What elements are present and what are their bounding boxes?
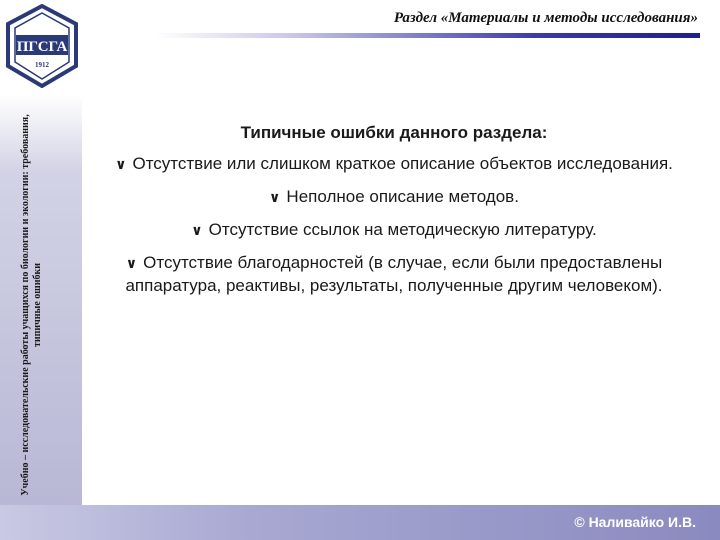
header-gradient-bar — [155, 33, 700, 38]
section-title: Раздел «Материалы и методы исследования» — [393, 10, 698, 26]
list-item-text: Отсутствие ссылок на методическую литературу. — [208, 220, 597, 239]
logo-text: ПГСГА — [16, 39, 68, 55]
checkmark-bullet-icon: ∨ — [269, 190, 281, 206]
list-item — [108, 252, 680, 296]
list-item-text: Отсутствие или слишком краткое описание объектов исследования. — [132, 154, 673, 173]
list-item — [108, 219, 680, 242]
slide-content — [108, 122, 680, 306]
footer-bar — [0, 505, 720, 540]
list-item — [108, 186, 680, 209]
copyright-text: © Наливайко И.В. — [574, 514, 696, 530]
content-heading: Типичные ошибки данного раздела: — [240, 123, 548, 142]
list-item-text: Неполное описание методов. — [286, 187, 519, 206]
left-sidebar — [0, 0, 82, 505]
sidebar-caption: Учебно – исследовательские работы учащихся по биологии и экологии: требования, типичные ошибки — [20, 114, 43, 496]
checkmark-bullet-icon: ∨ — [125, 256, 138, 272]
university-logo — [4, 4, 80, 88]
list-item-text: Отсутствие благодарностей (в случае, если были предоставлены аппаратура, реактивы, результаты, полученные другим человеком). — [125, 253, 663, 295]
list-item — [108, 153, 680, 176]
logo-year: 1912 — [35, 61, 49, 69]
checkmark-bullet-icon: ∨ — [191, 223, 203, 239]
checkmark-bullet-icon: ∨ — [115, 157, 127, 173]
